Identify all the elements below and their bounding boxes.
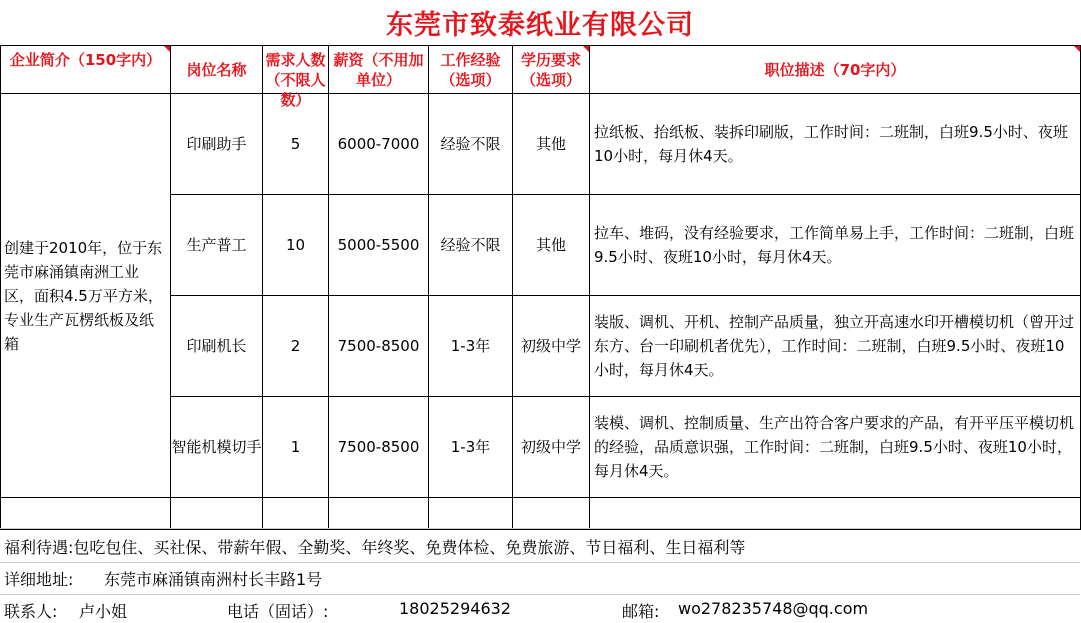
job-headcount[interactable]: 2: [263, 296, 329, 397]
job-description[interactable]: 拉纸板、抬纸板、装拆印刷版，工作时间：二班制，白班9.5小时、夜班10小时，每月休4天。: [590, 94, 1081, 195]
benefits-text[interactable]: 福利待遇:包吃包住、买社保、带薪年假、全勤奖、年终奖、免费体检、免费旅游、节日福利、生日福利等: [4, 538, 746, 557]
jobs-table: [0, 45, 1081, 530]
empty-cell[interactable]: [1, 498, 171, 530]
phone-label: 电话（固话）:: [227, 602, 329, 621]
divider: [0, 562, 1080, 563]
empty-cell[interactable]: [171, 498, 263, 530]
contact-name[interactable]: 卢小姐: [79, 602, 128, 621]
header-description: 职位描述（70字内）: [590, 46, 1081, 94]
job-headcount[interactable]: 5: [263, 94, 329, 195]
job-salary[interactable]: 6000-7000: [329, 94, 429, 195]
job-description[interactable]: 装模、调机、控制质量、生产出符合客户要求的产品，有开平压平模切机的经验，品质意识强，工作时间：二班制，白班9.5小时、夜班10小时，每月休4天。: [590, 397, 1081, 498]
title-row: [0, 0, 1080, 45]
job-education[interactable]: 初级中学: [513, 296, 590, 397]
divider: [0, 594, 1080, 595]
company-intro-cell[interactable]: 创建于2010年，位于东莞市麻涌镇南洲工业区，面积4.5万平方米，专业生产瓦楞纸板及纸箱: [1, 94, 171, 498]
address-label: 详细地址:: [4, 570, 74, 589]
empty-cell[interactable]: [329, 498, 429, 530]
email-value[interactable]: wo278235748@qq.com: [678, 599, 869, 618]
job-headcount[interactable]: 10: [263, 195, 329, 296]
job-salary[interactable]: 7500-8500: [329, 296, 429, 397]
header-intro: 企业简介（150字内）: [1, 46, 171, 94]
email-label: 邮箱:: [622, 602, 660, 621]
divider: [0, 528, 1080, 529]
header-headcount: 需求人数（不限人数）: [263, 46, 329, 94]
job-education[interactable]: 初级中学: [513, 397, 590, 498]
job-salary[interactable]: 5000-5500: [329, 195, 429, 296]
header-position: 岗位名称: [171, 46, 263, 94]
blank-row: [1, 498, 1081, 530]
job-salary[interactable]: 7500-8500: [329, 397, 429, 498]
job-experience[interactable]: 1-3年: [429, 397, 513, 498]
job-position[interactable]: 生产普工: [171, 195, 263, 296]
header-education: 学历要求（选项）: [513, 46, 590, 94]
job-experience[interactable]: 经验不限: [429, 94, 513, 195]
empty-cell[interactable]: [429, 498, 513, 530]
address-value[interactable]: 东莞市麻涌镇南洲村长丰路1号: [104, 570, 323, 589]
job-experience[interactable]: 1-3年: [429, 296, 513, 397]
company-title: 东莞市致泰纸业有限公司: [386, 10, 694, 41]
job-education[interactable]: 其他: [513, 94, 590, 195]
job-position[interactable]: 智能机模切手: [171, 397, 263, 498]
job-education[interactable]: 其他: [513, 195, 590, 296]
job-experience[interactable]: 经验不限: [429, 195, 513, 296]
job-headcount[interactable]: 1: [263, 397, 329, 498]
contact-label: 联系人:: [4, 602, 58, 621]
comment-marker: [583, 46, 589, 52]
comment-marker: [164, 46, 170, 52]
header-salary: 薪资（不用加单位）: [329, 46, 429, 94]
job-description[interactable]: 装版、调机、开机、控制产品质量，独立开高速水印开槽模切机（曾开过东方、台一印刷机者优先），工作时间：二班制，白班9.5小时、夜班10小时，每月休4天。: [590, 296, 1081, 397]
empty-cell[interactable]: [263, 498, 329, 530]
header-experience: 工作经验（选项）: [429, 46, 513, 94]
job-position[interactable]: 印刷助手: [171, 94, 263, 195]
header-row: [1, 46, 1081, 94]
phone-value[interactable]: 18025294632: [399, 599, 511, 618]
empty-cell[interactable]: [590, 498, 1081, 530]
job-position[interactable]: 印刷机长: [171, 296, 263, 397]
empty-cell[interactable]: [513, 498, 590, 530]
table-row: [1, 94, 1081, 195]
comment-marker: [1074, 46, 1080, 52]
job-description[interactable]: 拉车、堆码，没有经验要求，工作简单易上手，工作时间：二班制，白班9.5小时、夜班10小时，每月休4天。: [590, 195, 1081, 296]
